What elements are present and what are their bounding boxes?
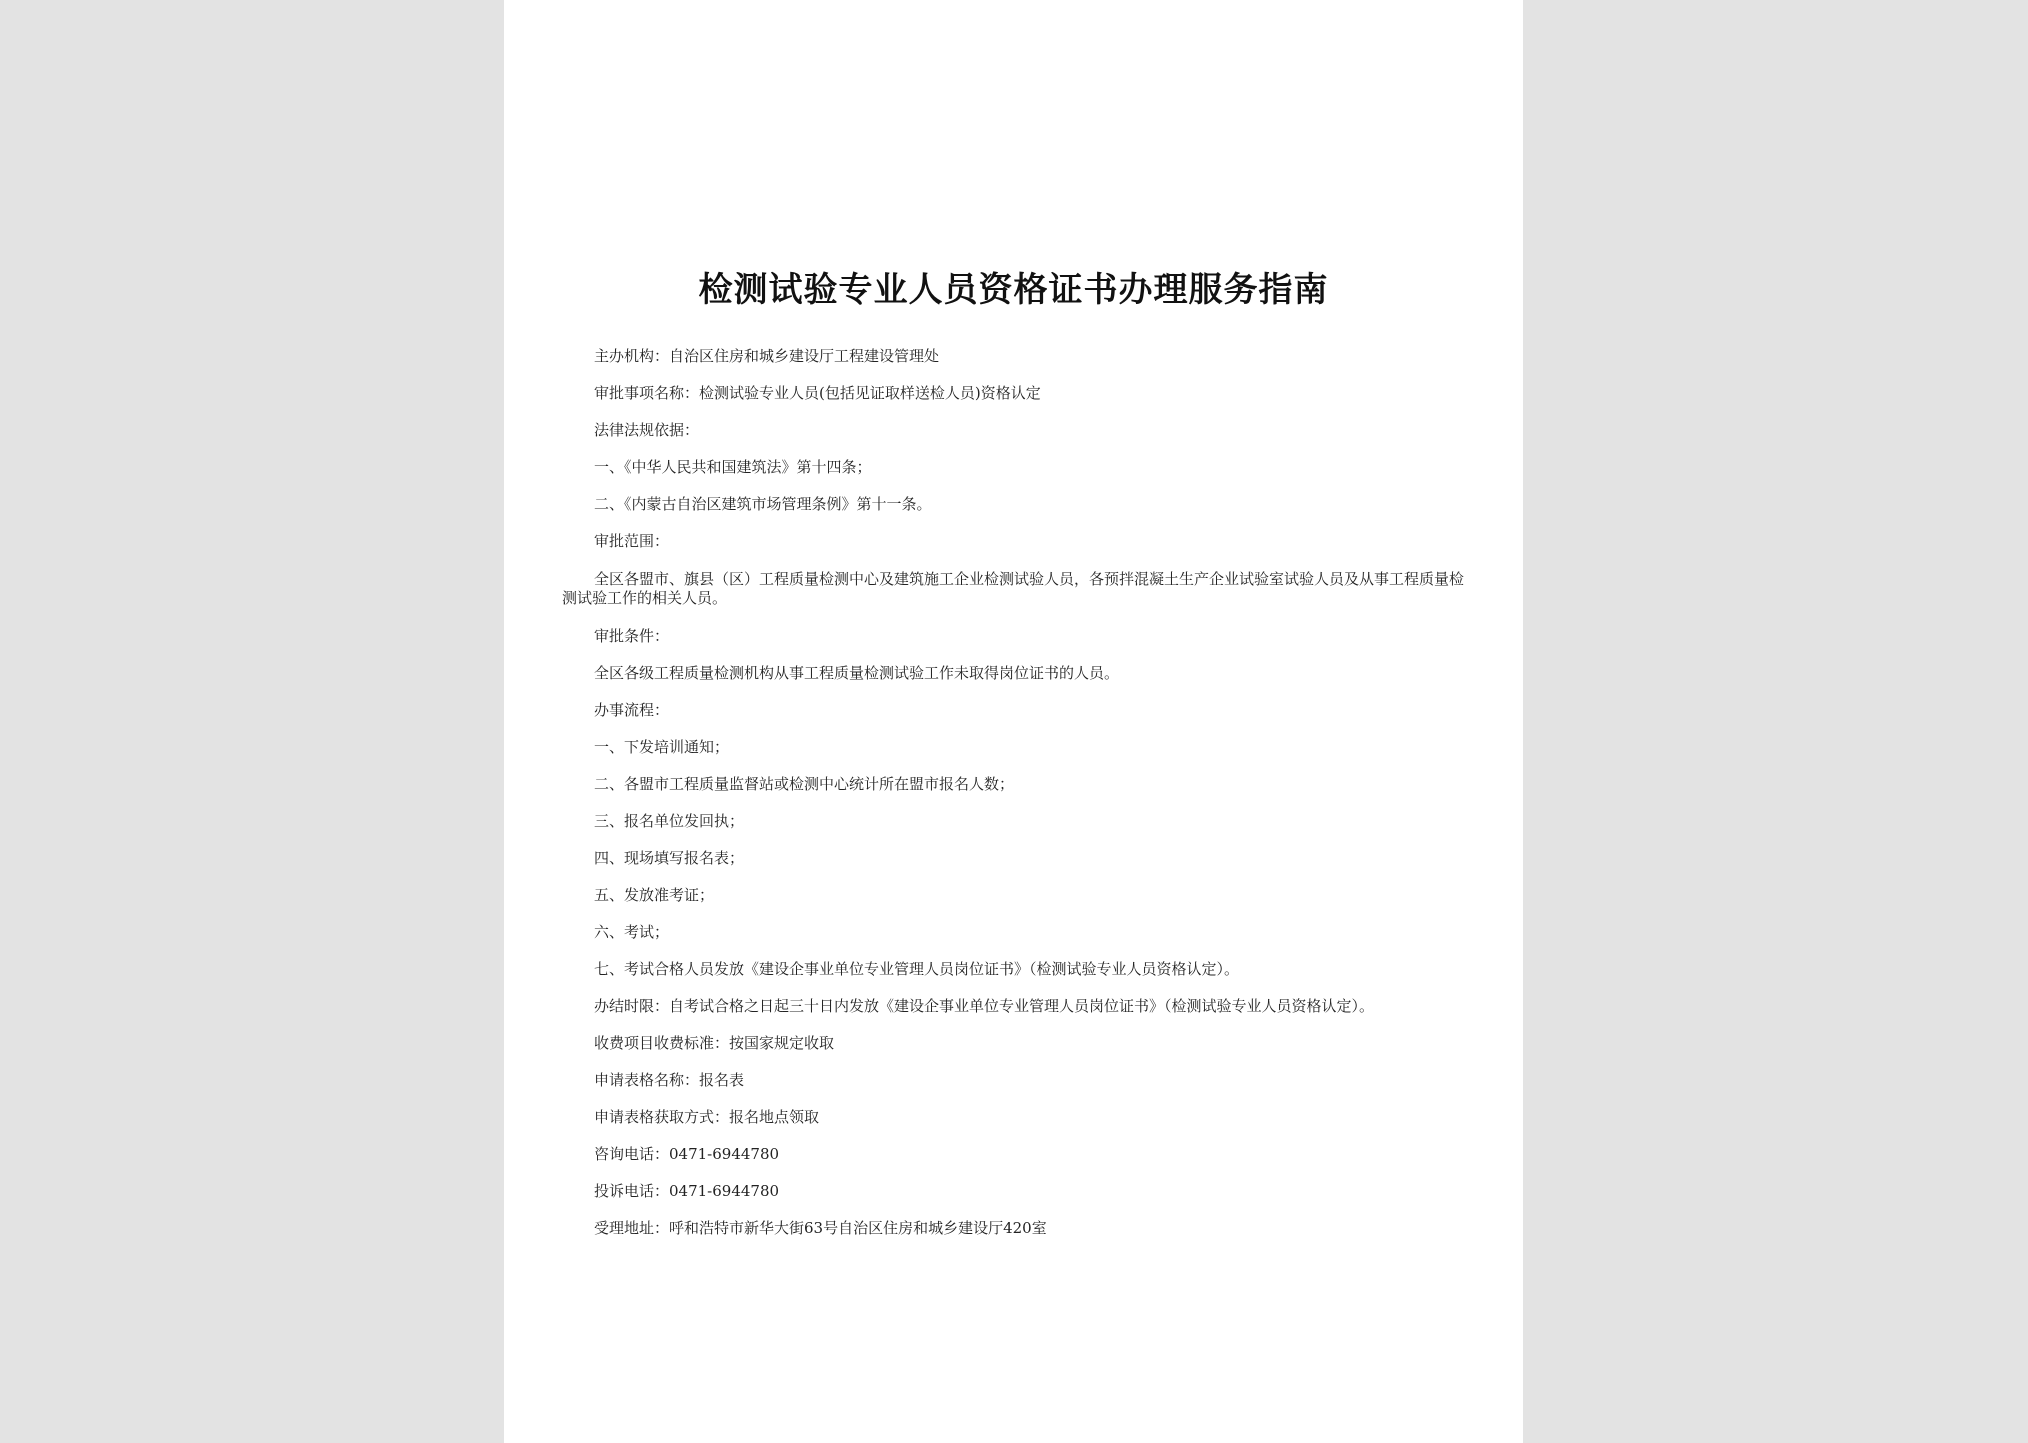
text-line-conditions: 全区各级工程质量检测机构从事工程质量检测试验工作未取得岗位证书的人员。 <box>594 664 1120 682</box>
text-line-form-name: 申请表格名称：报名表 <box>594 1071 745 1089</box>
text-line-process-step-4: 四、现场填写报名表； <box>594 849 745 867</box>
text-line-inquiry-phone: 咨询电话：0471-6944780 <box>594 1145 780 1163</box>
document-page <box>504 0 1523 1443</box>
text-line-organizer: 主办机构：自治区住房和城乡建设厅工程建设管理处 <box>594 347 940 365</box>
text-line-process-step-1: 一、下发培训通知； <box>594 738 730 756</box>
text-line-legal-basis-heading: 法律法规依据： <box>594 421 700 439</box>
text-line-process-step-3: 三、报名单位发回执； <box>594 812 745 830</box>
text-line-time-limit: 办结时限：自考试合格之日起三十日内发放《建设企事业单位专业管理人员岗位证书》（检测试验专业人员资格认定）。 <box>594 997 1375 1015</box>
text-line-form-source: 申请表格获取方式：报名地点领取 <box>594 1108 820 1126</box>
text-line-scope-heading: 审批范围： <box>594 532 670 550</box>
text-line-process-heading: 办事流程： <box>594 701 670 719</box>
text-line-legal-basis-2: 二、《内蒙古自治区建筑市场管理条例》第十一条。 <box>594 495 932 513</box>
text-line-approval-item: 审批事项名称：检测试验专业人员(包括见证取样送检人员)资格认定 <box>594 384 1041 402</box>
text-line-legal-basis-1: 一、《中华人民共和国建筑法》第十四条； <box>594 458 872 476</box>
text-paragraph-scope: 全区各盟市、旗县（区）工程质量检测中心及建筑施工企业检测试验人员，各预拌混凝土生产企业试验室试验人员及从事工程质量检测试验工作的相关人员。 <box>562 570 1465 607</box>
text-line-fees: 收费项目收费标准：按国家规定收取 <box>594 1034 835 1052</box>
text-line-process-step-6: 六、考试； <box>594 923 670 941</box>
text-line-process-step-5: 五、发放准考证； <box>594 886 715 904</box>
text-line-address: 受理地址：呼和浩特市新华大街63号自治区住房和城乡建设厅420室 <box>594 1219 1047 1237</box>
text-line-conditions-heading: 审批条件： <box>594 627 670 645</box>
text-line-complaint-phone: 投诉电话：0471-6944780 <box>594 1182 780 1200</box>
text-line-process-step-7: 七、考试合格人员发放《建设企事业单位专业管理人员岗位证书》（检测试验专业人员资格认定）。 <box>594 960 1240 978</box>
document-title: 检测试验专业人员资格证书办理服务指南 <box>698 270 1329 310</box>
text-line-process-step-2: 二、各盟市工程质量监督站或检测中心统计所在盟市报名人数； <box>594 775 1015 793</box>
